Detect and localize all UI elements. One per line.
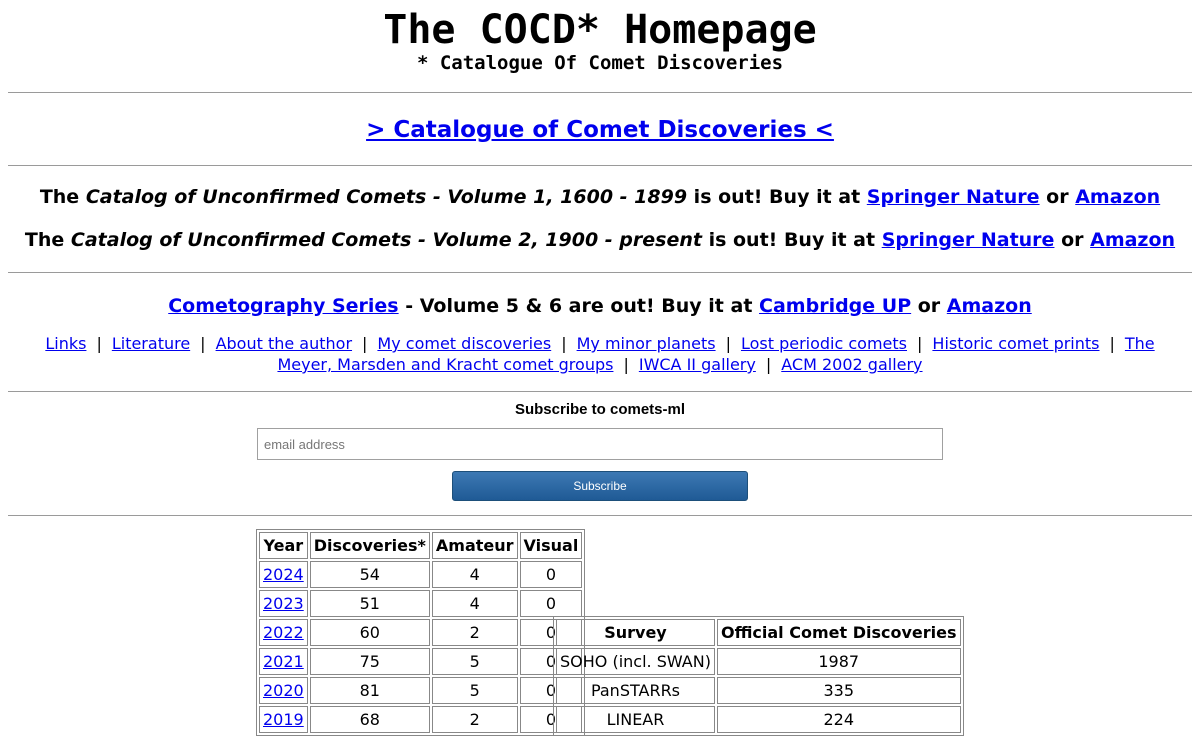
year-link[interactable]: 2021	[263, 652, 304, 671]
year-link[interactable]: 2024	[263, 565, 304, 584]
year-cell	[259, 561, 308, 588]
nav-link-acm-gallery[interactable]: ACM 2002 gallery	[781, 355, 923, 374]
table-row	[259, 706, 582, 733]
survey-cell: PanSTARRs	[556, 677, 715, 704]
nav-link-about-author[interactable]: About the author	[215, 334, 353, 353]
book-title: Catalog of Unconfirmed Comets - Volume 2, 1900 - present	[70, 229, 702, 251]
nav-links	[8, 333, 1192, 375]
year-cell	[259, 590, 308, 617]
divider	[8, 391, 1192, 392]
discoveries-cell: 51	[310, 590, 430, 617]
nav-link-minor-planets[interactable]: My minor planets	[576, 334, 716, 353]
site-title: The COCD* Homepage	[383, 7, 817, 53]
survey-cell: SOHO (incl. SWAN)	[556, 648, 715, 675]
subscribe-button[interactable]: Subscribe	[452, 471, 748, 501]
table-row	[556, 706, 961, 733]
amateur-cell: 4	[432, 590, 518, 617]
table-row	[259, 590, 582, 617]
nav-link-lost-periodic-comets[interactable]: Lost periodic comets	[740, 334, 908, 353]
nav-link-historic-comet-prints[interactable]: Historic comet prints	[932, 334, 1100, 353]
discoveries-cell: 75	[310, 648, 430, 675]
nav-separator: |	[96, 334, 102, 353]
nav-separator: |	[362, 334, 368, 353]
col-year: Year	[259, 532, 308, 559]
cometography-section	[8, 273, 1192, 319]
amazon-link[interactable]: Amazon	[946, 295, 1032, 317]
nav-link-comet-groups[interactable]: The Meyer, Marsden and Kracht comet groups	[277, 334, 1155, 374]
nav-separator: |	[561, 334, 567, 353]
amazon-link[interactable]: Amazon	[1075, 186, 1161, 208]
table-row	[259, 619, 582, 646]
book-title: Catalog of Unconfirmed Comets - Volume 1, 1600 - 1899	[85, 186, 688, 208]
book-text: is out! Buy it at	[687, 186, 867, 208]
survey-discoveries-table	[553, 616, 964, 736]
book-announcement-1	[8, 185, 1192, 210]
nav-separator: |	[917, 334, 923, 353]
visual-cell: 0	[520, 590, 583, 617]
discoveries-cell: 54	[310, 561, 430, 588]
site-subtitle: * Catalogue Of Comet Discoveries	[416, 52, 784, 74]
col-visual: Visual	[520, 532, 583, 559]
visual-cell: 0	[520, 677, 583, 704]
cambridge-up-link[interactable]: Cambridge UP	[759, 295, 912, 317]
year-cell	[259, 706, 308, 733]
nav-link-iwca-gallery[interactable]: IWCA II gallery	[638, 355, 756, 374]
discoveries-cell: 60	[310, 619, 430, 646]
or-text: or	[911, 295, 947, 317]
survey-cell: LINEAR	[556, 706, 715, 733]
email-input[interactable]	[257, 428, 943, 460]
year-cell	[259, 619, 308, 646]
year-link[interactable]: 2022	[263, 623, 304, 642]
amateur-cell: 5	[432, 648, 518, 675]
year-link[interactable]: 2020	[263, 681, 304, 700]
count-cell: 1987	[717, 648, 961, 675]
col-amateur: Amateur	[432, 532, 518, 559]
table-header-row	[259, 532, 582, 559]
book-prefix: The	[24, 229, 71, 251]
col-discoveries: Discoveries*	[310, 532, 430, 559]
nav-link-comet-discoveries[interactable]: My comet discoveries	[377, 334, 552, 353]
site-header	[8, 0, 1192, 74]
cometography-text: - Volume 5 & 6 are out! Buy it at	[398, 295, 760, 317]
subscribe-label: Subscribe to comets-ml	[514, 401, 686, 418]
year-cell	[259, 677, 308, 704]
amazon-link[interactable]: Amazon	[1090, 229, 1176, 251]
table-row	[259, 677, 582, 704]
visual-cell: 0	[520, 706, 583, 733]
col-official-discoveries: Official Comet Discoveries	[717, 619, 961, 646]
visual-cell: 0	[520, 619, 583, 646]
book-announcement-2	[8, 228, 1192, 253]
amateur-cell: 2	[432, 706, 518, 733]
table-row	[556, 677, 961, 704]
table-row	[259, 561, 582, 588]
year-link[interactable]: 2023	[263, 594, 304, 613]
statistics-tables	[8, 516, 1192, 740]
nav-separator: |	[1109, 334, 1115, 353]
book-prefix: The	[39, 186, 86, 208]
col-survey: Survey	[556, 619, 715, 646]
catalog-section	[8, 93, 1192, 165]
yearly-discoveries-table	[256, 529, 585, 736]
table-row	[556, 648, 961, 675]
visual-cell: 0	[520, 648, 583, 675]
books-section	[8, 166, 1192, 272]
nav-link-links[interactable]: Links	[45, 334, 87, 353]
table-row	[259, 648, 582, 675]
count-cell: 224	[717, 706, 961, 733]
visual-cell: 0	[520, 561, 583, 588]
amateur-cell: 4	[432, 561, 518, 588]
nav-separator: |	[765, 355, 772, 374]
year-cell	[259, 648, 308, 675]
book-text: is out! Buy it at	[701, 229, 882, 251]
count-cell: 335	[717, 677, 961, 704]
discoveries-cell: 68	[310, 706, 430, 733]
springer-nature-link[interactable]: Springer Nature	[881, 229, 1055, 251]
amateur-cell: 2	[432, 619, 518, 646]
springer-nature-link[interactable]: Springer Nature	[866, 186, 1040, 208]
catalog-link[interactable]: > Catalogue of Comet Discoveries <	[366, 117, 834, 143]
subscribe-form	[8, 401, 1192, 501]
nav-separator: |	[200, 334, 206, 353]
amateur-cell: 5	[432, 677, 518, 704]
discoveries-cell: 81	[310, 677, 430, 704]
table-header-row	[556, 619, 961, 646]
nav-link-literature[interactable]: Literature	[111, 334, 191, 353]
year-link[interactable]: 2019	[263, 710, 304, 729]
or-text: or	[1054, 229, 1091, 251]
or-text: or	[1039, 186, 1076, 208]
nav-separator: |	[725, 334, 731, 353]
cometography-series-link[interactable]: Cometography Series	[168, 295, 399, 317]
nav-separator: |	[623, 355, 629, 374]
